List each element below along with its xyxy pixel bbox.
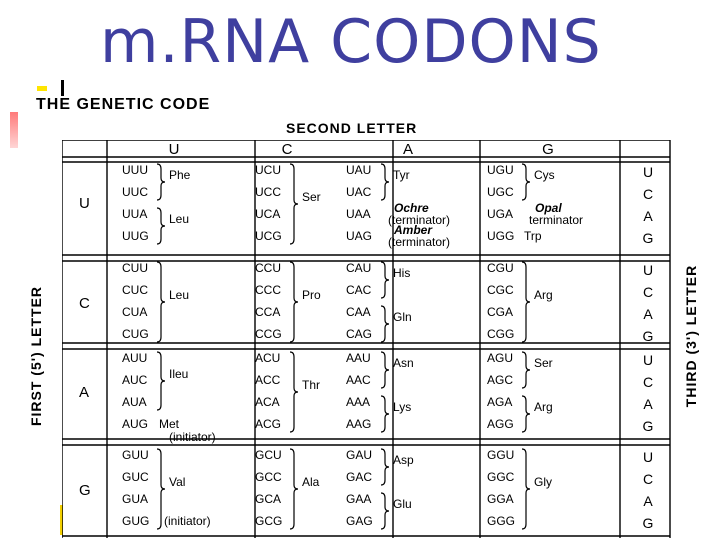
subtitle: THE GENETIC CODE xyxy=(36,96,211,113)
codon: UCA xyxy=(255,207,281,221)
codon: UAA xyxy=(346,207,371,221)
second-base-header: G xyxy=(542,141,554,158)
codon-note: (initiator) xyxy=(164,514,211,528)
amino-acid-label: Pro xyxy=(302,288,321,302)
codon-group-brace xyxy=(379,492,391,530)
codon: GUC xyxy=(122,470,149,484)
amino-acid-label: Leu xyxy=(169,212,190,226)
amino-acid-label: Cys xyxy=(534,168,555,182)
third-base-label: C xyxy=(642,284,654,300)
codon: AUA xyxy=(122,395,147,409)
codon: AUC xyxy=(122,373,148,387)
codon: ACU xyxy=(255,351,281,365)
codon: GCU xyxy=(255,448,282,462)
codon: CCC xyxy=(255,283,281,297)
codon: GAG xyxy=(346,514,373,528)
codon: CAU xyxy=(346,261,372,275)
codon-group-brace xyxy=(379,305,391,343)
amino-acid-label: Lys xyxy=(393,400,412,414)
decorative-accent xyxy=(61,80,64,96)
codon: CAG xyxy=(346,327,373,341)
codon-note: Opal xyxy=(535,201,562,215)
codon-note: Amber xyxy=(394,223,433,237)
codon: GGU xyxy=(487,448,515,462)
amino-acid-note: (initiator) xyxy=(169,430,216,444)
third-base-label: U xyxy=(642,164,654,180)
codon: CUC xyxy=(122,283,148,297)
codon: AGU xyxy=(487,351,514,365)
codon-group-brace xyxy=(288,448,300,530)
codon: UCU xyxy=(255,163,281,177)
codon: AGG xyxy=(487,417,514,431)
third-letter-label: THIRD (3') LETTER xyxy=(683,264,699,408)
amino-acid-label: Met xyxy=(159,417,180,431)
codon: AGC xyxy=(487,373,514,387)
codon: GCG xyxy=(255,514,283,528)
codon-group-brace xyxy=(379,395,391,433)
amino-acid-label: His xyxy=(393,266,411,280)
codon: CAC xyxy=(346,283,372,297)
codon: CUG xyxy=(122,327,149,341)
codon: CGG xyxy=(487,327,515,341)
codon: UGG xyxy=(487,229,515,243)
second-base-header: U xyxy=(168,141,180,158)
codon: CGA xyxy=(487,305,514,319)
decorative-accent xyxy=(10,112,18,148)
codon: UUU xyxy=(122,163,148,177)
codon: AUG xyxy=(122,417,149,431)
second-base-header: C xyxy=(281,141,293,158)
codon-group-brace xyxy=(379,351,391,389)
codon: UGU xyxy=(487,163,514,177)
codon: GCA xyxy=(255,492,282,506)
codon: CCG xyxy=(255,327,282,341)
third-base-label: G xyxy=(642,230,654,246)
amino-acid-label: Arg xyxy=(534,288,553,302)
codon: UAG xyxy=(346,229,373,243)
codon: CAA xyxy=(346,305,371,319)
amino-acid-label: Glu xyxy=(393,497,412,511)
codon: ACG xyxy=(255,417,282,431)
first-base-label: G xyxy=(79,482,91,499)
second-base-header: A xyxy=(402,141,413,158)
amino-acid-label: Tyr xyxy=(393,168,410,182)
third-base-label: A xyxy=(643,208,653,224)
codon: UCG xyxy=(255,229,282,243)
page-title: m.RNA CODONS xyxy=(100,7,602,77)
codon-group-brace xyxy=(520,351,532,389)
codon-group-brace xyxy=(379,261,391,299)
codon-note: (terminator) xyxy=(388,213,451,227)
codon: UUA xyxy=(122,207,148,221)
amino-acid-label: Ser xyxy=(534,356,553,370)
codon-group-brace xyxy=(288,351,300,433)
codon: AAA xyxy=(346,395,371,409)
amino-acid-label: Gln xyxy=(393,310,412,324)
codon: UGA xyxy=(487,207,514,221)
amino-acid-label: Trp xyxy=(524,229,542,243)
second-letter-label: SECOND LETTER xyxy=(286,120,418,136)
codon-group-brace xyxy=(520,163,532,201)
amino-acid-label: Asp xyxy=(393,453,414,467)
codon-group-brace xyxy=(520,395,532,433)
third-base-label: A xyxy=(643,493,653,509)
codon-note: terminator xyxy=(529,213,584,227)
amino-acid-label: Gly xyxy=(534,475,552,489)
amino-acid-label: Phe xyxy=(169,168,191,182)
codon-group-brace xyxy=(155,207,167,245)
amino-acid-label: Ala xyxy=(302,475,320,489)
codon-group-brace xyxy=(520,448,532,530)
codon: CGC xyxy=(487,283,514,297)
codon: GGG xyxy=(487,514,516,528)
first-letter-label: FIRST (5') LETTER xyxy=(28,285,44,427)
codon: GUU xyxy=(122,448,149,462)
codon-note: (terminator) xyxy=(388,235,451,249)
codon: CCA xyxy=(255,305,281,319)
codon: ACA xyxy=(255,395,280,409)
codon: UAU xyxy=(346,163,372,177)
codon: GCC xyxy=(255,470,282,484)
third-base-label: C xyxy=(642,186,654,202)
codon-group-brace xyxy=(520,261,532,343)
codon-group-brace xyxy=(155,351,167,411)
third-base-label: G xyxy=(642,418,654,434)
codon: UGC xyxy=(487,185,514,199)
codon: AUU xyxy=(122,351,148,365)
codon: GAC xyxy=(346,470,373,484)
decorative-accent xyxy=(37,86,47,91)
codon: GUA xyxy=(122,492,149,506)
codon-group-brace xyxy=(379,163,391,201)
codon-group-brace xyxy=(155,163,167,201)
codon: UUC xyxy=(122,185,148,199)
codon-group-brace xyxy=(155,261,167,343)
codon: GUG xyxy=(122,514,150,528)
codon: CCU xyxy=(255,261,281,275)
codon: GGC xyxy=(487,470,515,484)
codon: AGA xyxy=(487,395,513,409)
codon: GAU xyxy=(346,448,373,462)
codon-group-brace xyxy=(288,163,300,245)
codon-group-brace xyxy=(379,448,391,486)
codon-note: Ochre xyxy=(394,201,429,215)
codon: AAC xyxy=(346,373,371,387)
third-base-label: G xyxy=(642,328,654,344)
amino-acid-label: Arg xyxy=(534,400,553,414)
codon: AAU xyxy=(346,351,371,365)
codon-group-brace xyxy=(288,261,300,343)
amino-acid-label: Ser xyxy=(302,190,321,204)
codon: UCC xyxy=(255,185,281,199)
codon: UAC xyxy=(346,185,372,199)
codon: CUU xyxy=(122,261,148,275)
amino-acid-label: Val xyxy=(169,475,186,489)
first-base-label: U xyxy=(79,195,90,212)
third-base-label: A xyxy=(643,396,653,412)
third-base-label: C xyxy=(642,471,654,487)
amino-acid-label: Thr xyxy=(302,378,320,392)
codon: AAG xyxy=(346,417,372,431)
codon: ACC xyxy=(255,373,281,387)
third-base-label: U xyxy=(642,262,654,278)
first-base-label: A xyxy=(79,384,90,401)
first-base-label: C xyxy=(79,295,90,312)
amino-acid-label: Asn xyxy=(393,356,414,370)
third-base-label: G xyxy=(642,515,654,531)
codon: CUA xyxy=(122,305,148,319)
codon: CGU xyxy=(487,261,514,275)
third-base-label: U xyxy=(642,449,654,465)
amino-acid-label: Ileu xyxy=(169,367,189,381)
third-base-label: A xyxy=(643,306,653,322)
codon: UUG xyxy=(122,229,149,243)
third-base-label: U xyxy=(642,352,654,368)
third-base-label: C xyxy=(642,374,654,390)
amino-acid-label: Leu xyxy=(169,288,190,302)
codon: GGA xyxy=(487,492,514,506)
codon: GAA xyxy=(346,492,372,506)
